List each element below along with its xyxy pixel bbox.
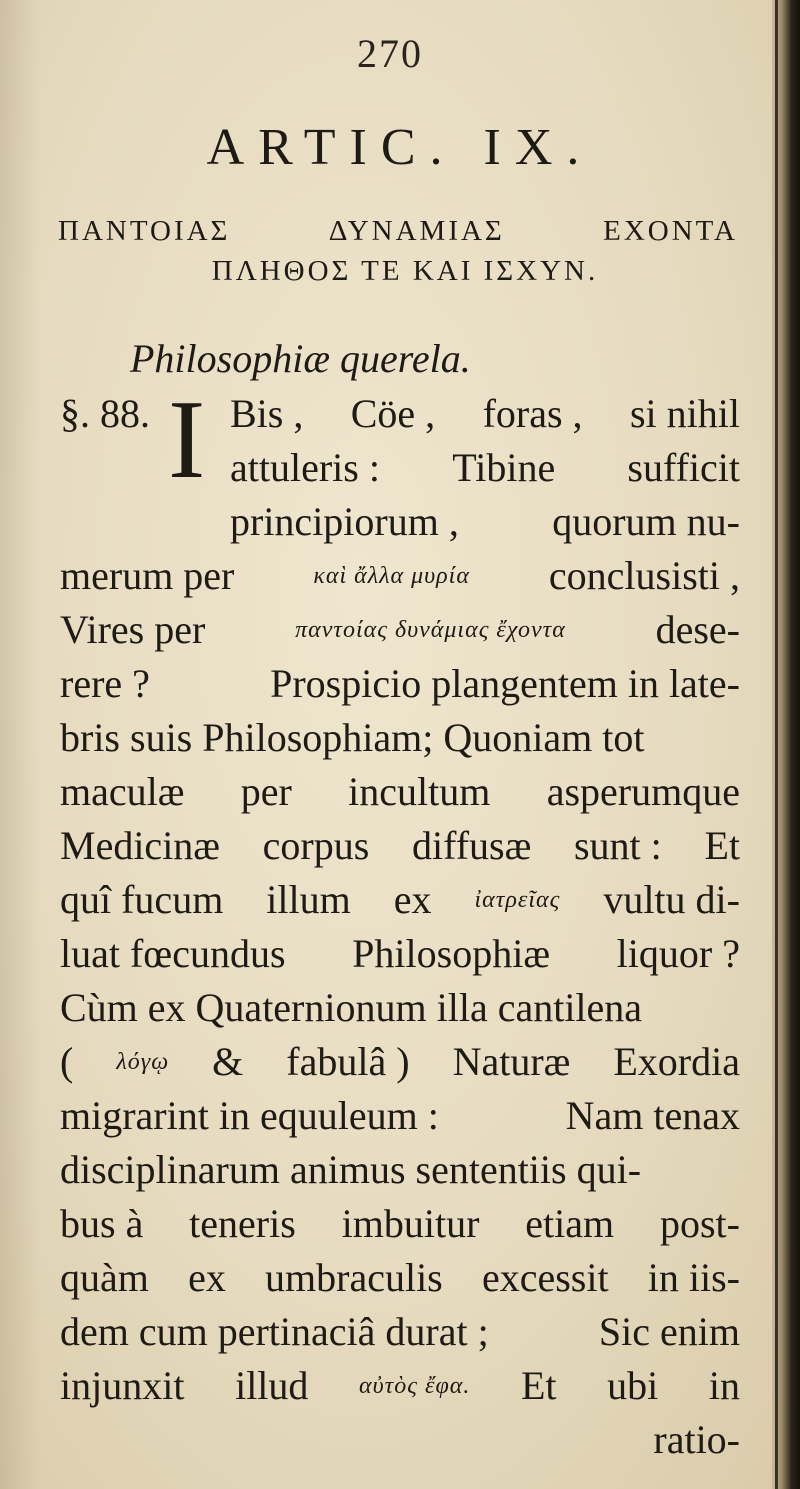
text-segment: dese-: [655, 607, 740, 652]
text-segment: quorum nu-: [552, 499, 740, 544]
text-segment: bus à: [60, 1201, 144, 1246]
text-line: [60, 1414, 740, 1466]
text-segment: αὐτὸς ἔφα.: [359, 1373, 471, 1399]
greek-heading-line-1: [58, 215, 738, 248]
text-segment: foras ,: [482, 391, 583, 436]
text-segment: Et: [520, 1363, 557, 1408]
section-heading: Philosophiæ querela.: [130, 336, 471, 381]
text-segment: fabulâ ): [286, 1039, 410, 1084]
text-line: [60, 1036, 740, 1088]
binding-edge: [775, 0, 778, 1489]
text-segment: migrarint in equuleum :: [60, 1093, 439, 1138]
text-line: [60, 1252, 740, 1304]
text-segment: post-: [659, 1201, 740, 1246]
text-segment: ubi: [607, 1363, 659, 1408]
text-segment: conclusisti ,: [548, 553, 740, 598]
text-segment: Naturæ: [452, 1039, 571, 1084]
text-segment: dem cum pertinaciâ durat ;: [60, 1309, 489, 1354]
text-segment: si nihil: [629, 391, 740, 436]
text-line: [60, 874, 740, 926]
text-segment: asperumque: [546, 769, 740, 814]
text-line: [60, 550, 740, 602]
text-segment: imbuitur: [341, 1201, 480, 1246]
text-segment: Vires per: [60, 607, 206, 652]
text-segment: liquor ?: [616, 931, 740, 976]
text-segment: luat fœcundus: [60, 931, 286, 976]
page-number: 270: [357, 31, 423, 76]
text-segment: Philosophiæ: [352, 931, 551, 976]
text-segment: Tibine: [452, 445, 556, 490]
text-line: [230, 388, 740, 440]
text-segment: λόγῳ: [116, 1049, 170, 1075]
text-segment: Prospicio plangentem in late-: [270, 661, 740, 706]
text-line: [60, 604, 740, 656]
text-segment: ex: [393, 877, 432, 922]
text-segment: in: [708, 1363, 740, 1408]
text-line: [60, 1198, 740, 1250]
text-line: [60, 658, 740, 710]
text-segment: diffusæ: [412, 823, 532, 868]
text-segment: καὶ ἄλλα μυρία: [313, 563, 470, 589]
text-segment: in iis-: [647, 1255, 740, 1300]
text-segment: Bis ,: [230, 391, 304, 436]
text-segment: bris suis Philosophiam; Quoniam tot: [60, 715, 645, 760]
text-segment: etiam: [525, 1201, 615, 1246]
text-segment: ratio-: [653, 1417, 740, 1462]
text-segment: illum: [266, 877, 351, 922]
text-segment: quî fucum: [60, 877, 224, 922]
section-number: §. 88.: [60, 391, 150, 436]
text-segment: quàm: [60, 1255, 149, 1300]
text-segment: principiorum ,: [230, 499, 459, 544]
text-line: [60, 766, 740, 818]
text-segment: sufficit: [627, 445, 740, 490]
text-segment: merum per: [60, 553, 235, 598]
text-line: [60, 928, 740, 980]
text-segment: vultu di-: [603, 877, 740, 922]
text-segment: Cùm ex Quaternionum illa cantilena: [60, 985, 643, 1030]
text-segment: (: [60, 1039, 74, 1084]
text-segment: Sic enim: [598, 1309, 740, 1354]
text-segment: attuleris :: [230, 445, 380, 490]
text-segment: Et: [704, 823, 740, 868]
text-segment: umbraculis: [265, 1255, 443, 1300]
text-segment: Exordia: [613, 1039, 740, 1084]
text-segment: corpus: [262, 823, 370, 868]
drop-cap: I: [168, 378, 206, 502]
text-segment: ex: [188, 1255, 226, 1300]
text-segment: &: [212, 1039, 244, 1084]
text-line: [60, 1090, 740, 1142]
text-segment: Cöe ,: [350, 391, 436, 436]
text-line: [230, 496, 740, 548]
text-segment: Nam tenax: [565, 1093, 740, 1138]
text-segment: ἰατρεῖας: [474, 887, 561, 913]
text-segment: per: [240, 769, 292, 814]
greek-heading-word: ΠΑΝΤΟΙΑΣ: [58, 215, 231, 247]
text-line: [60, 1144, 740, 1196]
text-line: [230, 442, 740, 494]
greek-heading-line-2: ΠΛΗΘΟΣ ΤΕ ΚΑΙ ΙΣΧΥΝ.: [211, 255, 599, 287]
text-line: [60, 712, 740, 764]
text-segment: Medicinæ: [60, 823, 220, 868]
text-segment: teneris: [189, 1201, 296, 1246]
text-line: [60, 820, 740, 872]
text-line: [60, 1360, 740, 1412]
chapter-title: ARTIC. IX.: [206, 119, 594, 176]
text-segment: excessit: [481, 1255, 609, 1300]
greek-heading-word: ΔΥΝΑΜΙΑΣ: [328, 215, 505, 247]
text-segment: maculæ: [60, 769, 185, 814]
page-shadow: [0, 0, 40, 1489]
text-segment: sunt :: [573, 823, 662, 868]
text-segment: illud: [235, 1363, 309, 1408]
text-segment: disciplinarum animus sententiis qui-: [60, 1147, 642, 1192]
text-segment: παντοίας δυνάμιας ἔχοντα: [295, 617, 566, 643]
text-line: [60, 982, 740, 1034]
text-segment: injunxit: [60, 1363, 185, 1408]
text-line: [60, 1306, 740, 1358]
text-segment: rere ?: [60, 661, 150, 706]
text-segment: incultum: [348, 769, 491, 814]
greek-heading-word: ΕΧΟΝΤΑ: [603, 215, 738, 247]
